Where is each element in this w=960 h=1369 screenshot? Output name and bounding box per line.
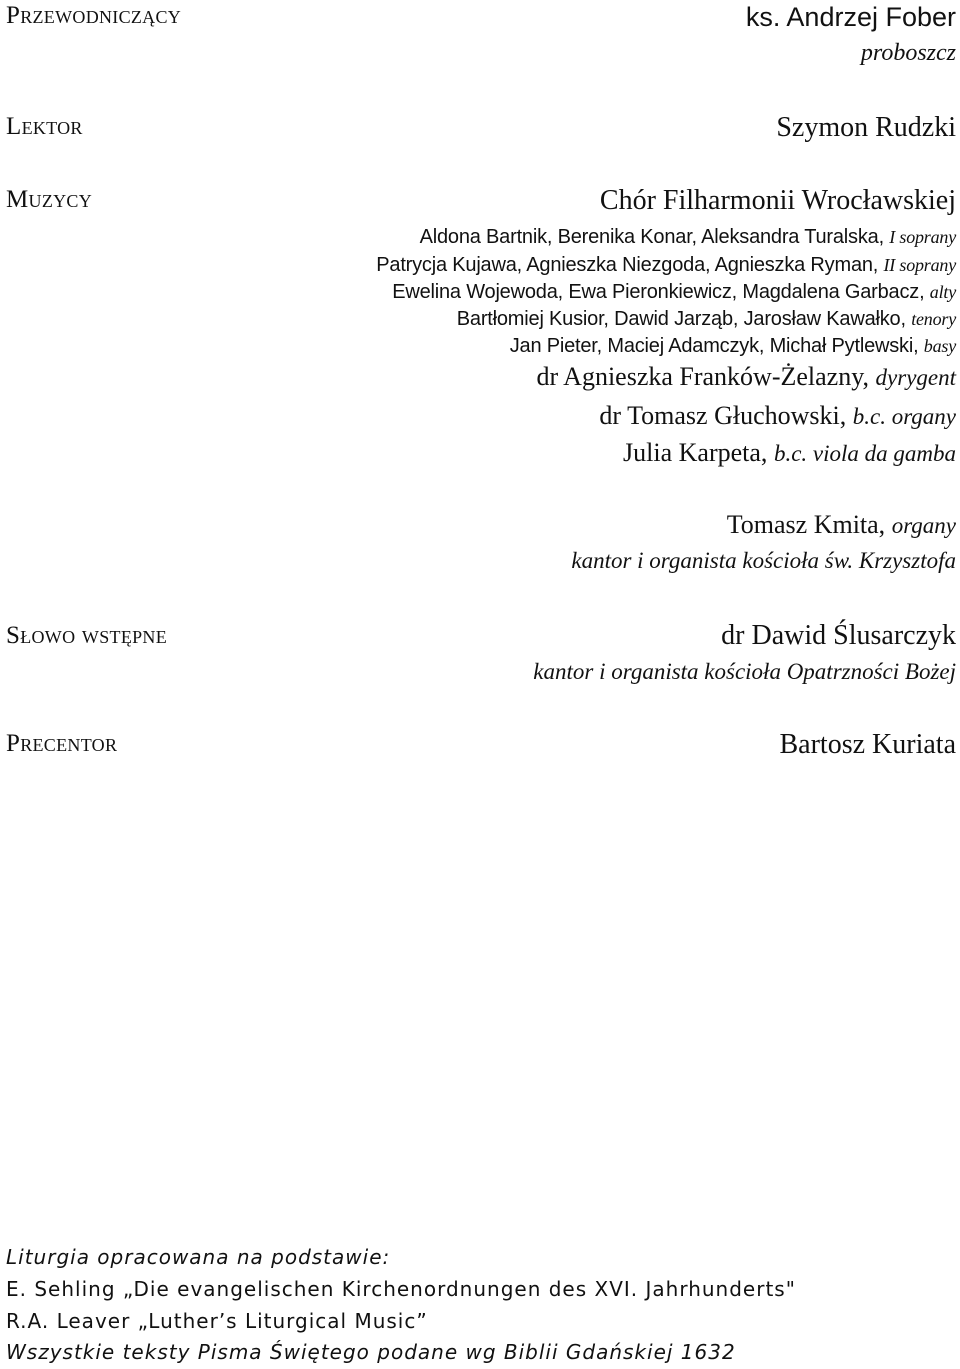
soloist-role: dyrygent bbox=[875, 365, 956, 390]
przewodniczacy-title: proboszcz bbox=[860, 40, 956, 66]
section-names: Jan Pieter, Maciej Adamczyk, Michał Pytlewski, bbox=[509, 335, 924, 357]
role-przewodniczacy: Przewodniczący bbox=[6, 2, 182, 29]
section-voice: basy bbox=[923, 336, 956, 356]
soloist-conductor bbox=[536, 362, 956, 392]
slowo-wstepne-desc: kantor i organista kościoła Opatrzności Bożej bbox=[533, 659, 956, 684]
soloist-name: dr Agnieszka Franków-Żelazny, bbox=[536, 362, 876, 391]
role-lektor: Lektor bbox=[6, 113, 83, 140]
role-precentor: Precentor bbox=[6, 730, 118, 757]
role-muzycy: Muzycy bbox=[6, 186, 93, 213]
role-slowo-wstepne: Słowo wstępne bbox=[6, 622, 168, 649]
soloist-role: b.c. organy bbox=[852, 404, 956, 429]
precentor-name: Bartosz Kuriata bbox=[779, 729, 956, 760]
notes-source-2: R.A. Leaver „Luther’s Liturgical Music” bbox=[6, 1309, 428, 1333]
section-voice: I soprany bbox=[889, 227, 956, 247]
slowo-wstepne-name: dr Dawid Ślusarczyk bbox=[721, 620, 956, 651]
section-names: Bartłomiej Kusior, Dawid Jarząb, Jarosław Kawałko, bbox=[456, 308, 912, 330]
soloist-organ bbox=[599, 401, 956, 431]
notes-source-1: E. Sehling „Die evangelischen Kirchenordnungen des XVI. Jahrhunderts" bbox=[6, 1277, 796, 1301]
organist-role: organy bbox=[891, 513, 956, 538]
section-voice: alty bbox=[929, 282, 956, 302]
choir-section-4 bbox=[457, 308, 956, 331]
soloist-viola bbox=[623, 438, 956, 468]
section-names: Ewelina Wojewoda, Ewa Pieronkiewicz, Magdalena Garbacz, bbox=[392, 281, 930, 303]
section-names: Aldona Bartnik, Berenika Konar, Aleksandra Turalska, bbox=[419, 226, 890, 248]
soloist-role: b.c. viola da gamba bbox=[773, 441, 956, 466]
soloist-name: Julia Karpeta, bbox=[623, 438, 774, 467]
choir-section-1 bbox=[420, 226, 956, 249]
choir-section-2 bbox=[376, 254, 956, 277]
choir-name: Chór Filharmonii Wrocławskiej bbox=[599, 185, 956, 216]
section-voice: II soprany bbox=[883, 255, 956, 275]
soloist-name: dr Tomasz Głuchowski, bbox=[599, 401, 853, 430]
notes-bible: Wszystkie teksty Pisma Świętego podane wg Biblii Gdańskiej 1632 bbox=[6, 1340, 736, 1364]
organist-desc: kantor i organista kościoła św. Krzysztofa bbox=[571, 548, 956, 573]
choir-section-3 bbox=[392, 281, 956, 304]
section-voice: tenory bbox=[911, 309, 956, 329]
lektor-name: Szymon Rudzki bbox=[776, 112, 956, 143]
przewodniczacy-name: ks. Andrzej Fober bbox=[745, 2, 956, 32]
choir-section-5 bbox=[510, 335, 956, 358]
organist bbox=[727, 510, 956, 540]
organist-name: Tomasz Kmita, bbox=[726, 510, 892, 539]
notes-heading: Liturgia opracowana na podstawie: bbox=[6, 1245, 391, 1269]
section-names: Patrycja Kujawa, Agnieszka Niezgoda, Agnieszka Ryman, bbox=[376, 254, 884, 276]
